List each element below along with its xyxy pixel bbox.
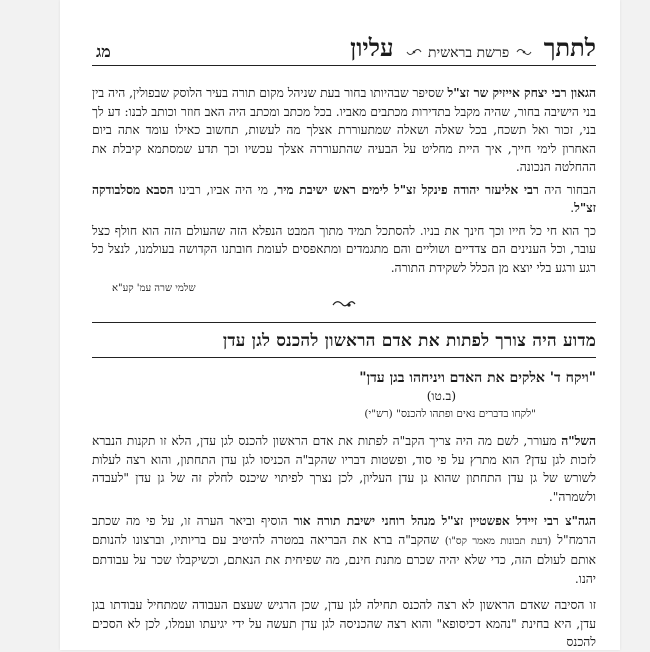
header-parsha	[404, 46, 534, 60]
flourish-icon	[331, 297, 357, 311]
rabbi-name: הסבא מסלבודקה זצ"ל	[92, 182, 596, 215]
paragraph-lesson: כך הוא חי כל חייו וכך חינך את בניו. להסתכל תמיד מתוך המבט הנפלא הזה שהעולם הזה הוא חולף כצל עובר, וכל הענינים הם צדדיים ושוליים והם מתגמדים ומתאפסים לעומת חובתנו הקדושה בעולמנו, לנצל כל רגע ורגע בלי יוצא מן הכלל לשקידת התורה.	[92, 223, 596, 275]
paragraph-text: שסיפר שבהיותו בחור בעת שניהל מקום תורה בעיר הלוסק שבפולין, היה בין בני הישיבה בחור, שהיה מקבל בתדירות מכתבים מאביו. בכל מכתב ומכתב היה האב חוזר וכותב לבנו: דע לך בני, זכור ואל תשכח, בכל שאלה ושאלה שמתעוררת אצלך מה לעשות, תחשוב כאילו עומד אתה ביום האחרון לימי חייך, איך היית מחליט על הבעיה שהתעוררה אצלך עכשיו וכך תדע שמסתמא קיבלת את ההחלטה הנכונה.	[92, 86, 596, 174]
rabbi-name: רבי אליעזר יהודה פינקל זצ"ל לימים ראש ישיבת מיר	[277, 182, 539, 197]
header-title-group	[350, 33, 596, 62]
running-header	[92, 30, 596, 66]
paragraph-text: , מי היה אביו, רבינו	[173, 182, 278, 197]
paragraph-text: הוסיף וביאר הערה זו, על פי מה שכתב הרמח"ל	[92, 514, 597, 547]
rabbi-name: הגה"צ רבי זיידל אפשטיין זצ"ל מנהל רוחני ישיבת תורה אור	[293, 514, 596, 529]
book-page	[60, 0, 620, 650]
paragraph-reason: זו הסיבה שאדם הראשון לא רצה להכנס תחילה לגן עדן, שכן הרגיש שעצם העבודה שמתחיל עבודתו בגן עדן, היא בחינת "נהמא דכיסופא" והוא רצה שהכניסה לגן עדן תעשה על ידי יגיעתו ועמלו, לכן לא הסכים להכנס	[92, 598, 596, 650]
paragraph-text: שהקב"ה ברא את הבריאה במטרה להיטיב עם בריותיו, וברצונו להנותם אותם לעולם הזה, כדי שלא יהיה שכרם מתנת חינם, מה שפיחית את הנאתם, וכשיקבלו שכר על עבודתם יהנו.	[92, 532, 596, 586]
rashi-quote: "לקחו בדברים נאים ופתהו להכנס" (רש"י)	[364, 408, 536, 421]
paragraph-identity	[92, 181, 596, 218]
paragraph-text: מעורר, לשם מה היה צריך הקב"ה לפתות את אדם הראשון להכנס לגן עדן, הלא זו תקנות הנברא לזכות לגן עדן? הוא מתרץ על פי סוד, ופשטות דבריו שהקב"ה הכניסו לגן עדן התחתון, והוא רצה לעלות לשורש של גן עדן התחתון שהוא גן עדן העליון, לכן נצרך לפיתוי שיכנס לחלק זה של גן עדן "לעבדה ולשמרה".	[92, 434, 596, 504]
source-note: (דעת תבונות מאמר קס"ו)	[444, 535, 552, 547]
verse-reference: (ב.טו)	[426, 389, 456, 404]
paragraph-shelah	[92, 432, 596, 506]
header-book-title: לתתך	[543, 33, 596, 62]
paragraph-story	[92, 84, 596, 177]
verse-quote: "ויקח ד' אלקים את האדם ויניחהו בגן עדן"	[359, 370, 596, 387]
author-name: השל"ה	[561, 434, 596, 449]
paragraph-epstein	[92, 512, 596, 588]
rabbi-name: הגאון רבי יצחק אייזיק שר זצ"ל	[447, 86, 597, 100]
page-number: מג	[96, 42, 111, 61]
source-citation: שלמי שרה עמ' קע"א	[112, 283, 196, 294]
paragraph-text: הבחור היה	[538, 182, 596, 197]
header-subtitle: פרשת בראשית	[427, 45, 510, 61]
page-content	[92, 30, 596, 652]
ornament-icon	[516, 47, 532, 57]
flourish-divider	[92, 296, 596, 312]
header-title: עליון	[350, 33, 394, 62]
ornament-icon	[406, 47, 422, 57]
section-title: מדוע היה צורך לפתות את אדם הראשון להכנס לגן עדן	[92, 322, 596, 358]
paragraph-text: .	[570, 201, 575, 215]
